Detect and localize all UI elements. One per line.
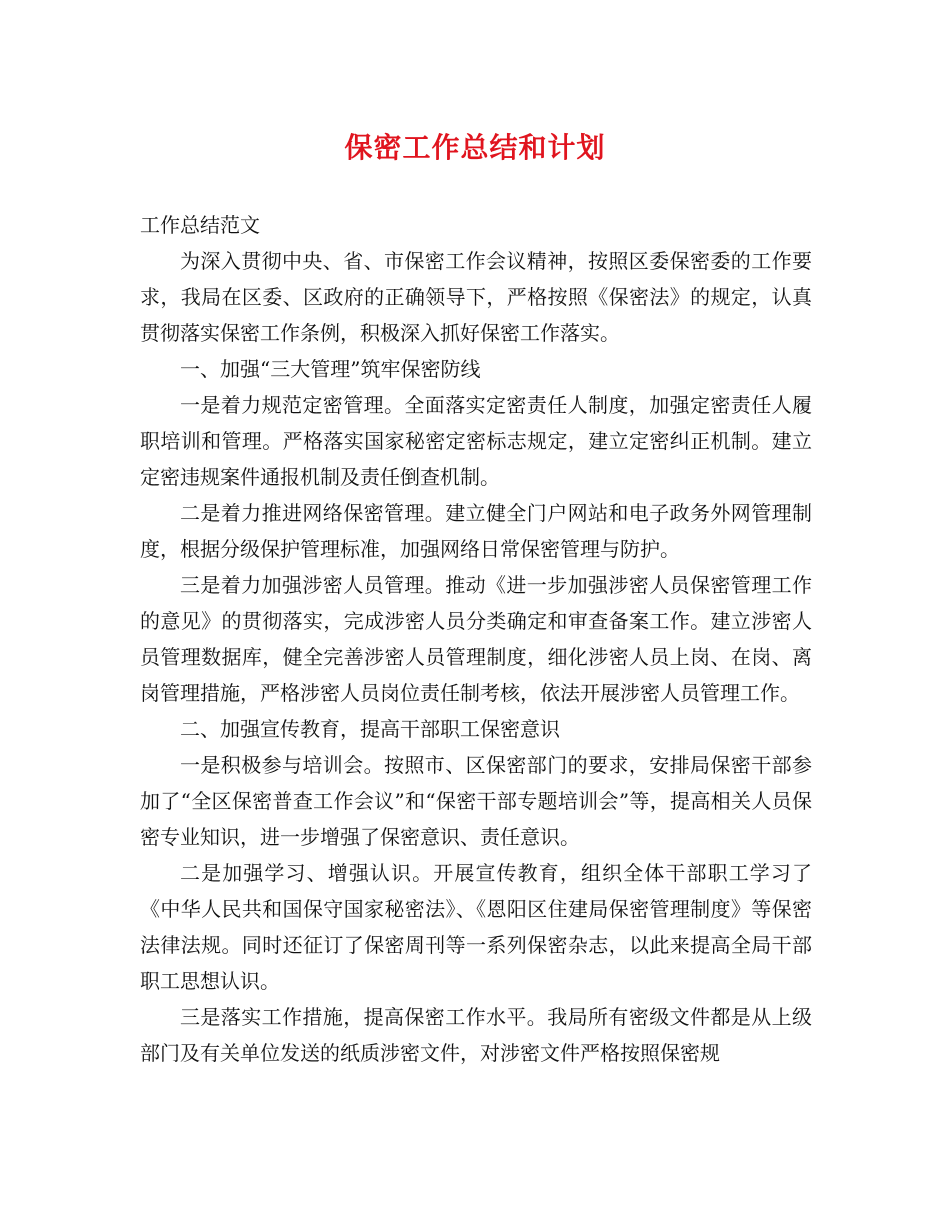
body-paragraph: 一是积极参与培训会。按照市、区保密部门的要求，安排局保密干部参加了“全区保密普查工作会议”和“保密干部专题培训会”等，提高相关人员保密专业知识，进一步增强了保密意识、责任意识。 bbox=[140, 753, 812, 849]
body-paragraph: 一是着力规范定密管理。全面落实定密责任人制度，加强定密责任人履职培训和管理。严格落实国家秘密定密标志规定，建立定密纠正机制。建立定密违规案件通报机制及责任倒查机制。 bbox=[140, 393, 812, 489]
document-body bbox=[140, 207, 812, 1071]
section-heading-2: 二、加强宣传教育，提高干部职工保密意识 bbox=[180, 717, 560, 741]
body-paragraph: 三是着力加强涉密人员管理。推动《进一步加强涉密人员保密管理工作的意见》的贯彻落实，完成涉密人员分类确定和审查备案工作。建立涉密人员管理数据库，健全完善涉密人员管理制度，细化涉密人员上岗、在岗、离岗管理措施，严格涉密人员岗位责任制考核，依法开展涉密人员管理工作。 bbox=[140, 573, 812, 705]
intro-paragraph: 为深入贯彻中央、省、市保密工作会议精神，按照区委保密委的工作要求，我局在区委、区政府的正确领导下，严格按照《保密法》的规定，认真贯彻落实保密工作条例，积极深入抓好保密工作落实。 bbox=[140, 249, 812, 345]
document-title: 保密工作总结和计划 bbox=[344, 131, 606, 164]
section-heading-1: 一、加强“三大管理”筑牢保密防线 bbox=[180, 357, 481, 381]
body-paragraph: 二是加强学习、增强认识。开展宣传教育，组织全体干部职工学习了《中华人民共和国保守国家秘密法》、《恩阳区住建局保密管理制度》等保密法律法规。同时还征订了保密周刊等一系列保密杂志，以此来提高全局干部职工思想认识。 bbox=[140, 861, 812, 993]
body-paragraph: 三是落实工作措施，提高保密工作水平。我局所有密级文件都是从上级部门及有关单位发送的纸质涉密文件，对涉密文件严格按照保密规 bbox=[140, 1005, 812, 1065]
doc-subtitle: 工作总结范文 bbox=[140, 213, 260, 237]
body-paragraph: 二是着力推进网络保密管理。建立健全门户网站和电子政务外网管理制度，根据分级保护管理标准，加强网络日常保密管理与防护。 bbox=[140, 501, 812, 561]
